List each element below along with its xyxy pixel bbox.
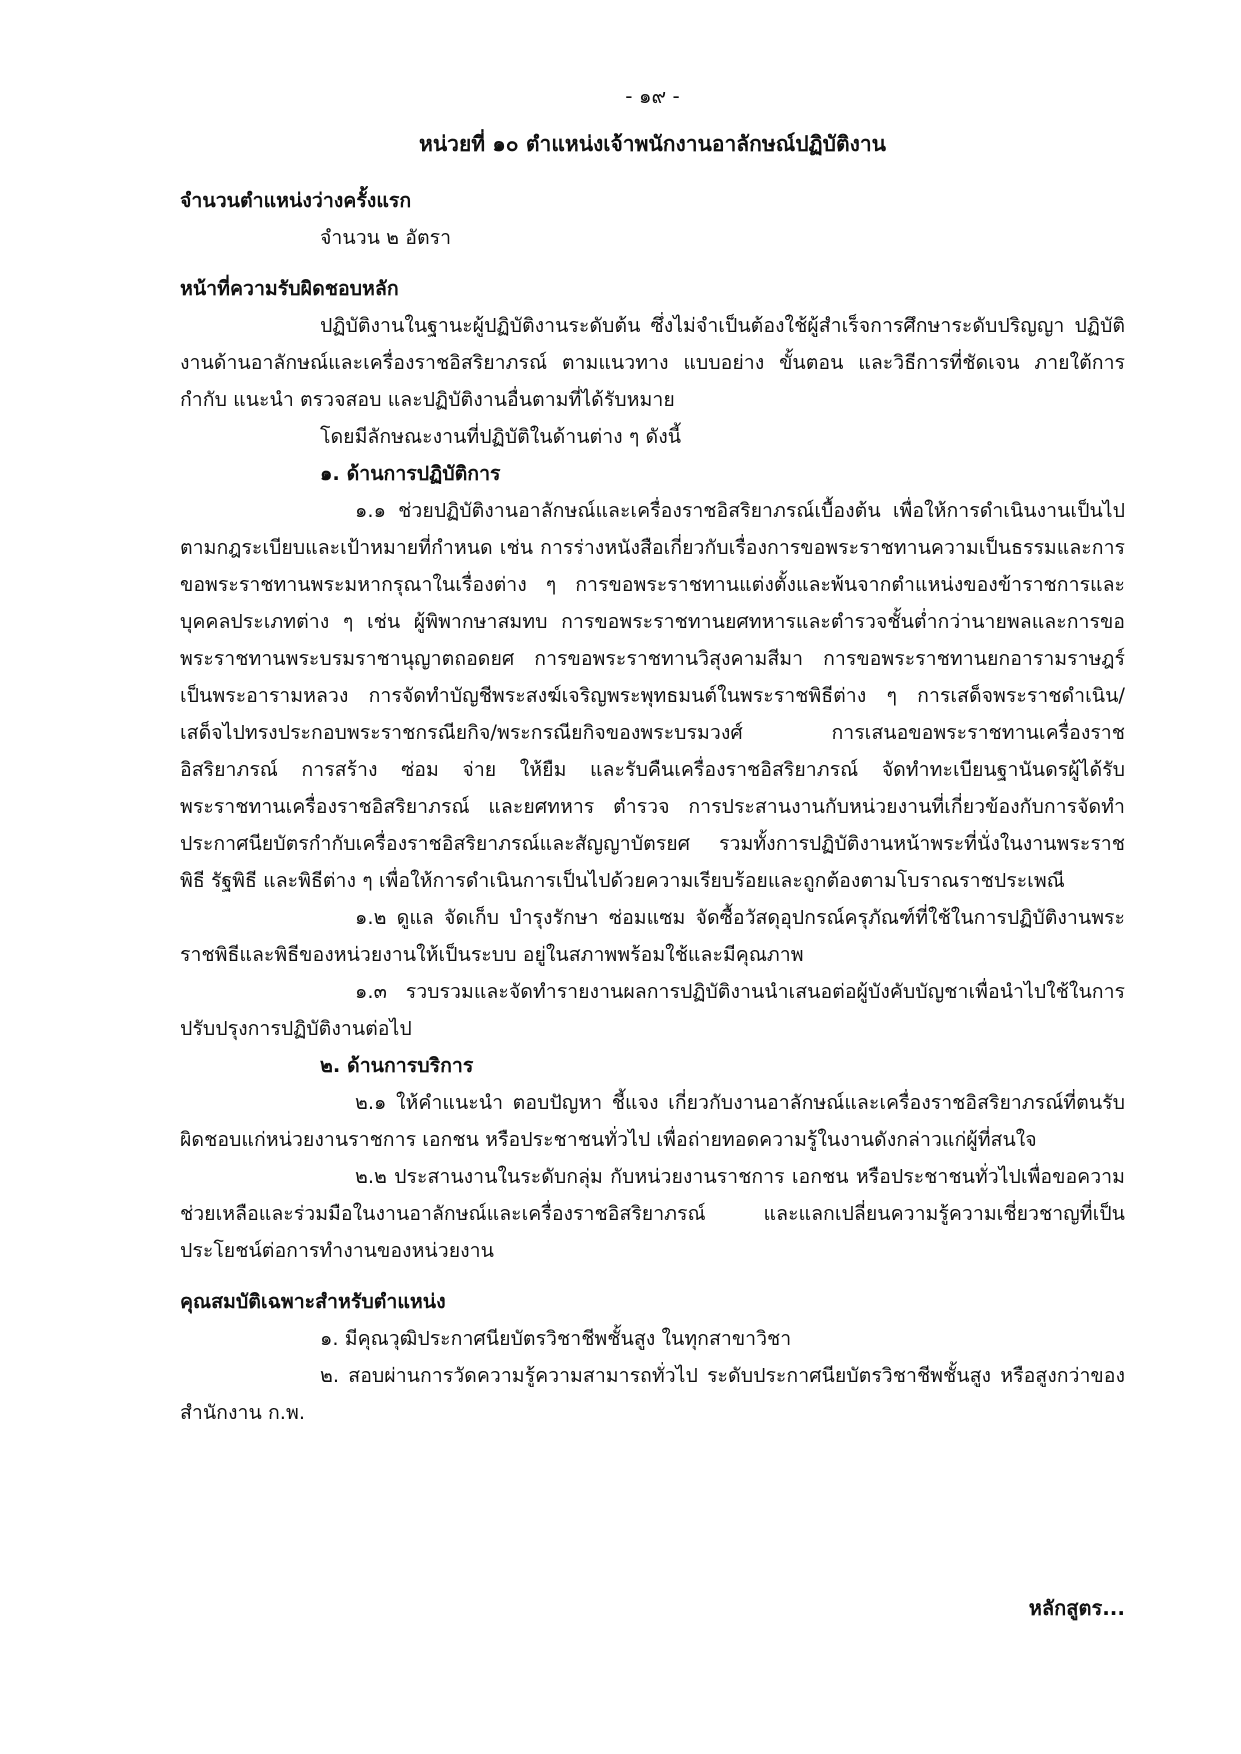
qualification-2: ๒. สอบผ่านการวัดความรู้ความสามารถทั่วไป ระดับประกาศนียบัตรวิชาชีพชั้นสูง หรือสูงกว่าของสำนักงาน ก.พ. xyxy=(180,1364,1125,1424)
item-1-2: ๑.๒ ดูแล จัดเก็บ บำรุงรักษา ซ่อมแซม จัดซื้อวัสดุอุปกรณ์ครุภัณฑ์ที่ใช้ในการปฏิบัติงานพระราชพิธีและพิธีของหน่วยงานให้เป็นระบบ อยู่ในสภาพพร้อมใช้และมีคุณภาพ xyxy=(180,906,1125,966)
qualifications-heading: คุณสมบัติเฉพาะสำหรับตำแหน่ง xyxy=(180,1290,446,1313)
page-number: - ๑๙ - xyxy=(625,84,680,108)
qualification-1: ๑. มีคุณวุฒิประกาศนียบัตรวิชาชีพชั้นสูง ในทุกสาขาวิชา xyxy=(320,1327,792,1350)
document-title: หน่วยที่ ๑๐ ตำแหน่งเจ้าพนักงานอาลักษณ์ปฏิบัติงาน xyxy=(418,132,887,156)
section-1-title: ๑. ด้านการปฏิบัติการ xyxy=(320,462,501,485)
continuation-footer: หลักสูตร... xyxy=(1028,1596,1125,1620)
item-1-1: ๑.๑ ช่วยปฏิบัติงานอาลักษณ์และเครื่องราชอิสริยาภรณ์เบื้องต้น เพื่อให้การดำเนินงานเป็นไปตามกฎระเบียบและเป้าหมายที่กำหนด เช่น การร่างหนังสือเกี่ยวกับเรื่องการขอพระราชทานความเป็นธรรมและการขอพระราชทานพระมหากรุณาในเรื่องต่าง ๆ การขอพระราชทานแต่งตั้งและพ้นจากตำแหน่งของข้าราชการและบุคคลประเภทต่าง ๆ เช่น ผู้พิพากษาสมทบ การขอพระราชทานยศทหารและตำรวจชั้นต่ำกว่านายพลและการขอพระราชทานพระบรมราชานุญาตถอดยศ การขอพระราชทานวิสุงคามสีมา การขอพระราชทานยกอารามราษฎร์เป็นพระอารามหลวง การจัดทำบัญชีพระสงฆ์เจริญพระพุทธมนต์ในพระราชพิธีต่าง ๆ การเสด็จพระราชดำเนิน/เสด็จไปทรงประกอบพระราชกรณียกิจ/พระกรณียกิจของพระบรมวงศ์ การเสนอขอพระราชทานเครื่องราชอิสริยาภรณ์ การสร้าง ซ่อม จ่าย ให้ยืม และรับคืนเครื่องราชอิสริยาภรณ์ จัดทำทะเบียนฐานันดรผู้ได้รับพระราชทานเครื่องราชอิสริยาภรณ์ และยศทหาร ตำรวจ การประสานงานกับหน่วยงานที่เกี่ยวข้องกับการจัดทำประกาศนียบัตรกำกับเครื่องราชอิสริยาภรณ์และสัญญาบัตรยศ รวมทั้งการปฏิบัติงานหน้าพระที่นั่งในงานพระราชพิธี รัฐพิธี และพิธีต่าง ๆ เพื่อให้การดำเนินการเป็นไปด้วยความเรียบร้อยและถูกต้องตามโบราณราชประเพณี xyxy=(180,499,1125,892)
item-2-2: ๒.๒ ประสานงานในระดับกลุ่ม กับหน่วยงานราชการ เอกชน หรือประชาชนทั่วไปเพื่อขอความช่วยเหลือและร่วมมือในงานอาลักษณ์และเครื่องราชอิสริยาภรณ์ และแลกเปลี่ยนความรู้ความเชี่ยวชาญที่เป็นประโยชน์ต่อการทำงานของหน่วยงาน xyxy=(180,1165,1125,1262)
duties-intro: ปฏิบัติงานในฐานะผู้ปฏิบัติงานระดับต้น ซึ่งไม่จำเป็นต้องใช้ผู้สำเร็จการศึกษาระดับปริญญา ปฏิบัติงานด้านอาลักษณ์และเครื่องราชอิสริยาภรณ์ ตามแนวทาง แบบอย่าง ขั้นตอน และวิธีการที่ชัดเจน ภายใต้การกำกับ แนะนำ ตรวจสอบ และปฏิบัติงานอื่นตามที่ได้รับหมาย xyxy=(180,314,1125,411)
document-page xyxy=(180,0,1125,1754)
duties-lead: โดยมีลักษณะงานที่ปฏิบัติในด้านต่าง ๆ ดังนี้ xyxy=(320,425,682,448)
duties-heading: หน้าที่ความรับผิดชอบหลัก xyxy=(180,277,399,300)
vacancy-text: จำนวน ๒ อัตรา xyxy=(320,226,452,249)
section-2-title: ๒. ด้านการบริการ xyxy=(320,1054,474,1077)
document-body xyxy=(180,182,1125,1431)
item-1-3: ๑.๓ รวบรวมและจัดทำรายงานผลการปฏิบัติงานนำเสนอต่อผู้บังคับบัญชาเพื่อนำไปใช้ในการปรับปรุงการปฏิบัติงานต่อไป xyxy=(180,980,1125,1040)
vacancy-heading: จำนวนตำแหน่งว่างครั้งแรก xyxy=(180,189,412,212)
item-2-1: ๒.๑ ให้คำแนะนำ ตอบปัญหา ชี้แจง เกี่ยวกับงานอาลักษณ์และเครื่องราชอิสริยาภรณ์ที่ตนรับผิดชอบแก่หน่วยงานราชการ เอกชน หรือประชาชนทั่วไป เพื่อถ่ายทอดความรู้ในงานดังกล่าวแก่ผู้ที่สนใจ xyxy=(180,1091,1125,1151)
